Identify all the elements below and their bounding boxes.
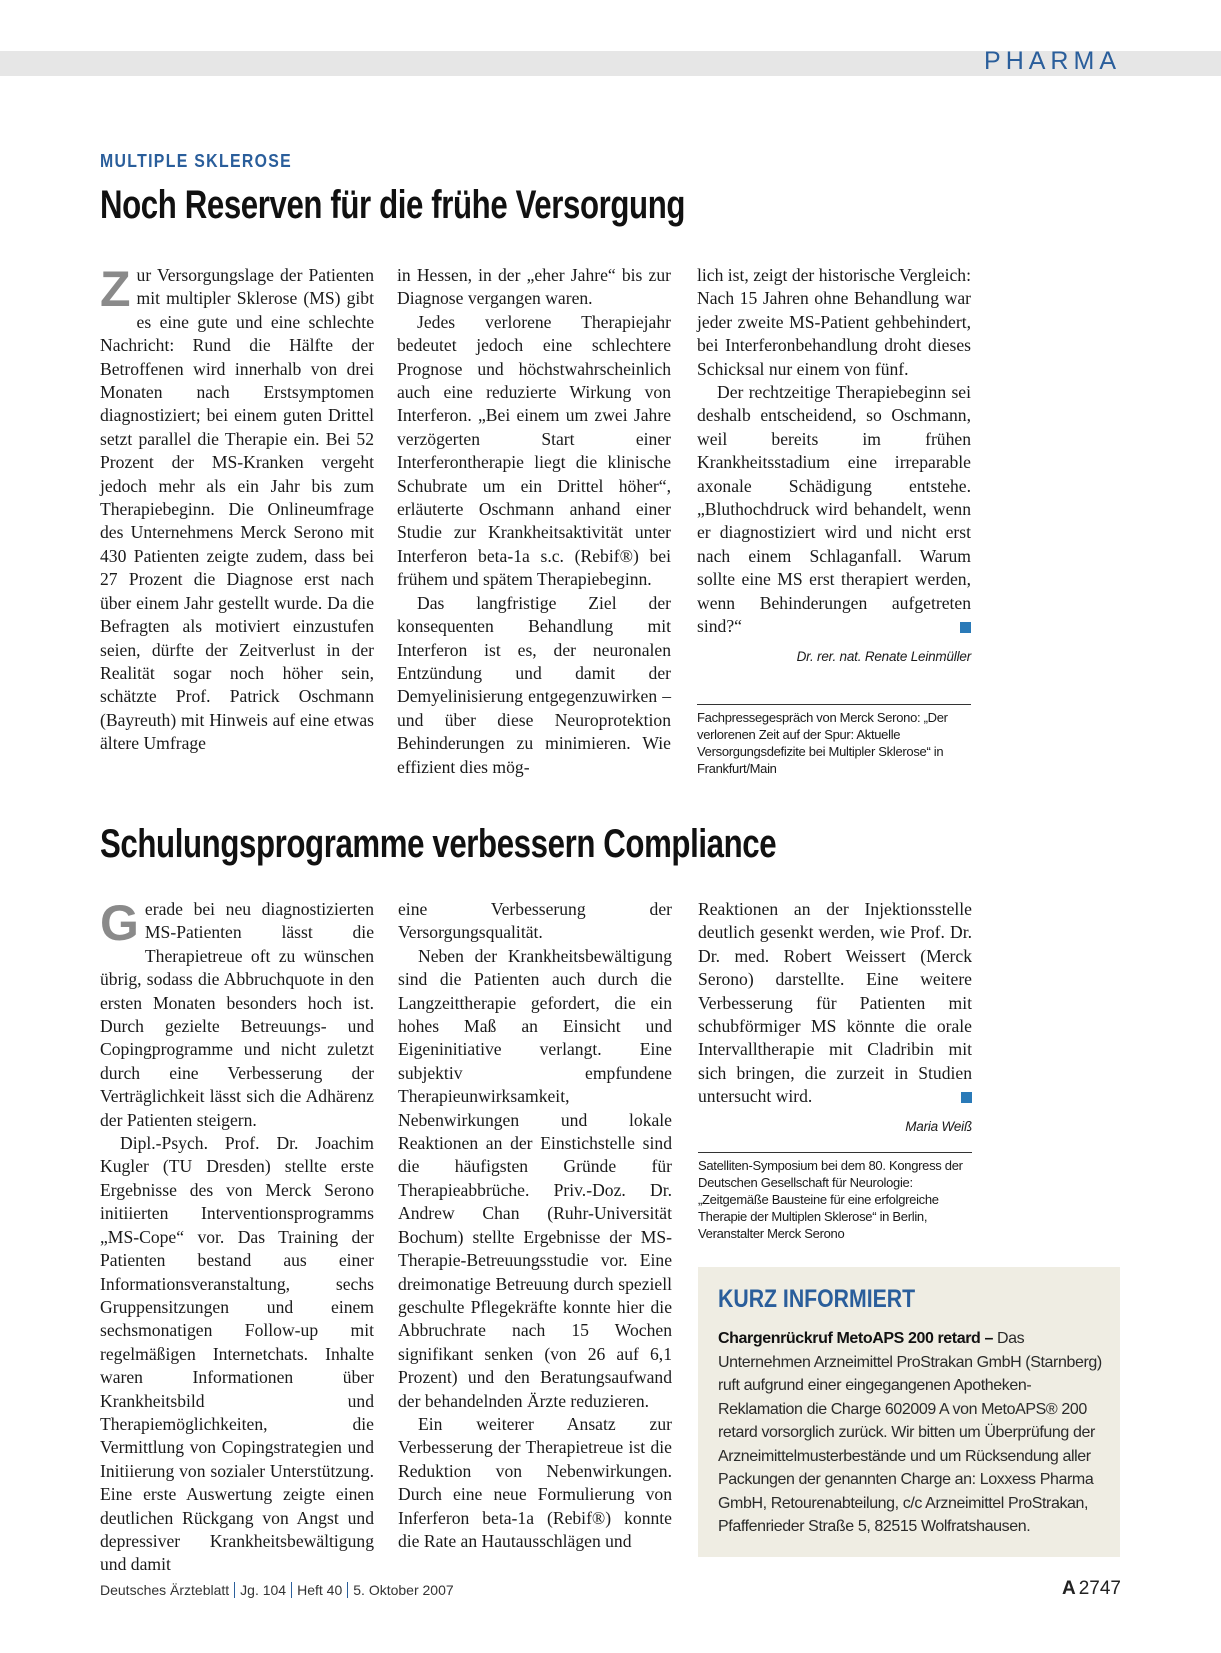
page-prefix: A	[1061, 1578, 1076, 1599]
paragraph: Das langfristige Ziel der konsequenten Behandlung mit Interferon ist es, der neuronalen Entzündung und damit der Demyelinisierung entgegenzuwirken – und über diese Neuroprotektion Behinderungen zu minimieren. Wie effizient dies mög-	[397, 592, 671, 777]
article-title: Noch Reserven für die frühe Versorgung	[100, 183, 686, 227]
source-note: Fachpressegespräch von Merck Serono: „Der verlorenen Zeit auf der Spur: Aktuelle Versorgungsdefizite bei Multipler Sklerose“ in Frankfurt/Main	[697, 704, 971, 777]
box-lead: Chargenrückruf MetoAPS 200 retard –	[718, 1330, 993, 1347]
volume: Jg. 104	[240, 1582, 287, 1598]
section-label: PHARMA	[984, 47, 1121, 75]
divider	[347, 1582, 348, 1598]
paragraph: Jedes verlorene Therapiejahr bedeutet jedoch eine schlechtere Prognose und höchstwahrscheinlich auch eine reduzierte Wirkung von Interferon. „Bei einem um zwei Jahre verzögerten Start einer Interferontherapie liegt die klinische Schubrate um ein Drittel höher“, erläuterte Oschmann anhand einer Studie zur Krankheitsaktivität unter Interferon beta-1a s.c. (Rebif®) bei frühem und spätem Therapiebeginn.	[397, 311, 671, 590]
end-mark-icon	[961, 1092, 972, 1103]
article2-column-1	[100, 895, 374, 1577]
box-title: KURZ INFORMIERT	[718, 1285, 916, 1313]
source-note: Satelliten-Symposium bei dem 80. Kongress der Deutschen Gesellschaft für Neurologie: „Zeitgemäße Bausteine für eine erfolgreiche Therapie der Multiplen Sklerose“ in Berlin, Veranstalter Merck Serono	[698, 1152, 972, 1242]
footer-citation	[100, 1582, 454, 1598]
news-brief-box	[698, 1267, 1120, 1557]
author-byline: Dr. rer. nat. Renate Leinmüller	[796, 648, 971, 664]
paragraph: ur Versorgungslage der Patienten mit multipler Sklerose (MS) gibt es eine gute und eine schlechte Nachricht: Rund die Hälfte der Betroffenen wird innerhalb von drei Monaten nach Erstsymptomen diagnostiziert; bei einem guten Drittel setzt parallel die Therapie ein. Bei 52 Prozent der MS-Kranken vergeht jedoch mehr als ein Jahr bis zum Therapiebeginn. Die Onlineumfrage des Unternehmens Merck Serono mit 430 Patienten zeigte zudem, dass bei 27 Prozent die Diagnose erst nach über einem Jahr gestellt wurde. Da die Befragten als motiviert einzustufen seien, dürfte der Zeitverlust in der Realität sogar noch höher sein, schätzte Prof. Patrick Oschmann (Bayreuth) mit Hinweis auf eine etwas ältere Umfrage	[100, 265, 374, 754]
author-byline: Maria Weiß	[905, 1118, 972, 1134]
drop-cap: Z	[100, 261, 131, 317]
drop-cap: G	[100, 895, 139, 951]
issue-date: 5. Oktober 2007	[353, 1582, 454, 1598]
article2-column-2	[398, 898, 672, 1553]
divider	[234, 1582, 235, 1598]
article1-column-3	[697, 264, 971, 668]
paragraph: erade bei neu diagnostizierten MS-Patienten lässt die Therapietreue oft zu wünschen übrig, sodass die Abbruchquote in den ersten Monaten besonders hoch ist. Durch gezielte Betreuungs- und Copingprogramme und nicht zuletzt durch eine Verbesserung der Verträglichkeit lässt sich die Adhärenz der Patienten steigern.	[100, 899, 374, 1130]
article2-column-3	[698, 898, 972, 1138]
paragraph: Reaktionen an der Injektionsstelle deutlich gesenkt werden, wie Prof. Dr. Dr. med. Robert Weissert (Merck Serono) darstellte. Eine weitere Verbesserung für Patienten mit schubförmiger MS könnte die orale Intervalltherapie mit Cladribin mit sich bringen, die zurzeit in Studien untersucht wird.	[698, 899, 972, 1107]
divider	[291, 1582, 292, 1598]
paragraph: Dipl.-Psych. Prof. Dr. Joachim Kugler (TU Dresden) stellte erste Ergebnisse des von Merck Serono initiierten Interventionsprogramms „MS-Cope“ vor. Das Training der Patienten bestand aus einer Informationsveranstaltung, sechs Gruppensitzungen und einem sechsmonatigen Follow-up mit regelmäßigen Internetchats. Inhalte waren Informationen über Krankheitsbild und Therapiemöglichkeiten, die Vermittlung von Copingstrategien und Initiierung von sozialer Unterstützung. Eine erste Auswertung zeigte einen deutlichen Rückgang von Angst und depressiver Krankheitsbewältigung und damit	[100, 1133, 374, 1575]
issue: Heft 40	[297, 1582, 343, 1598]
paragraph: Der rechtzeitige Therapiebeginn sei deshalb entscheidend, so Oschmann, weil bereits im frühen Krankheitsstadium eine irreparable axonale Schädigung entstehe. „Bluthochdruck wird behandelt, wenn er diagnostiziert wird und nicht erst nach einem Schlaganfall. Warum sollte eine MS erst therapiert werden, wenn Behinderungen aufgetreten sind?“	[697, 382, 971, 637]
page-value: 2747	[1078, 1578, 1121, 1599]
article1-column-1	[100, 261, 374, 756]
box-text: Das Unternehmen Arzneimittel ProStrakan GmbH (Starnberg) ruft aufgrund einer eingegangenen Apotheken-Reklamation die Charge 602009 A von MetoAPS® 200 retard vorsorglich zurück. Wir bitten um Überprüfung der Arzneimittelmusterbestände und um Rücksendung aller Packungen der genannten Charge an: Loxxess Pharma GmbH, Retourenabteilung, c/c Arzneimittel ProStrakan, Pfaffenrieder Straße 5, 82515 Wolfratshausen.	[718, 1330, 1102, 1535]
paragraph: eine Verbesserung der Versorgungsqualität.	[398, 899, 672, 943]
journal-name: Deutsches Ärzteblatt	[100, 1582, 230, 1598]
article-kicker: MULTIPLE SKLEROSE	[100, 151, 293, 171]
article1-column-2	[397, 264, 671, 779]
box-body	[718, 1327, 1113, 1539]
page-number	[1062, 1578, 1121, 1600]
end-mark-icon	[960, 622, 971, 633]
paragraph: Neben der Krankheitsbewältigung sind die Patienten auch durch die Langzeittherapie gefordert, die ein hohes Maß an Einsicht und Eigeninitiative verlangt. Eine subjektiv empfundene Therapieunwirksamkeit, Nebenwirkungen und lokale Reaktionen an der Einstichstelle sind die häufigsten Gründe für Therapieabbrüche. Priv.-Doz. Dr. Andrew Chan (Ruhr-Universität Bochum) stellte Ergebnisse der MS-Therapie-Betreuungsstudie vor. Eine dreimonatige Betreuung durch speziell geschulte Pflegekräfte konnte hier die Abbruchrate nach 15 Wochen signifikant senken (von 26 auf 6,1 Prozent) und den Beratungsaufwand der behandelnden Ärzte reduzieren.	[398, 945, 672, 1411]
paragraph: Ein weiterer Ansatz zur Verbesserung der Therapietreue ist die Reduktion von Nebenwirkungen. Durch eine neue Formulierung von Inferferon beta-1a (Rebif®) konnte die Rate an Hautausschlägen und	[398, 1413, 672, 1551]
paragraph: lich ist, zeigt der historische Vergleich: Nach 15 Jahren ohne Behandlung war jeder zweite MS-Patient gehbehindert, bei Interferonbehandlung droht dieses Schicksal nur einem von fünf.	[697, 265, 971, 379]
paragraph: in Hessen, in der „eher Jahre“ bis zur Diagnose vergangen waren.	[397, 265, 671, 309]
article-title: Schulungsprogramme verbessern Compliance	[100, 822, 777, 866]
